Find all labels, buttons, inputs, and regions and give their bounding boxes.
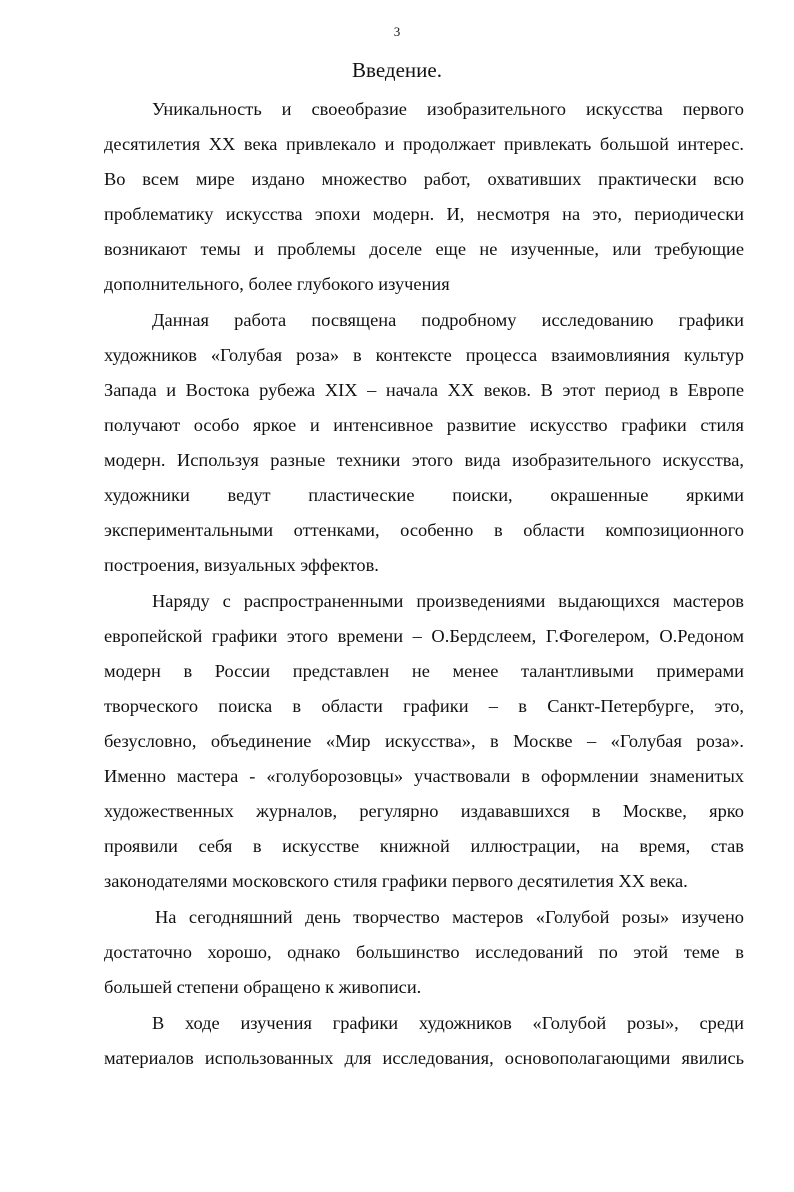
text-line: Наряду с распространенными произведениями выдающихся мастеров <box>152 591 744 611</box>
text-line: материалов использованных для исследования, основополагающими явились <box>104 1048 744 1068</box>
text-line: Именно мастера - «голуборозовцы» участвовали в оформлении знаменитых <box>104 766 744 786</box>
text-line: творческого поиска в области графики – в Санкт-Петербурге, это, <box>104 696 744 716</box>
page-number: 3 <box>393 24 401 39</box>
page-title: Введение. <box>352 58 442 82</box>
text-line: возникают темы и проблемы доселе еще не изученные, или требующие <box>104 239 744 259</box>
text-line: безусловно, объединение «Мир искусства», в Москве – «Голубая роза». <box>104 731 744 751</box>
text-line: художественных журналов, регулярно издававшихся в Москве, ярко <box>104 801 744 821</box>
text-line: европейской графики этого времени – О.Бердслеем, Г.Фогелером, О.Редоном <box>104 626 744 646</box>
text-line: Данная работа посвящена подробному исследованию графики <box>152 310 744 330</box>
text-line: Запада и Востока рубежа XIX – начала XX веков. В этот период в Европе <box>104 380 744 400</box>
text-line: построения, визуальных эффектов. <box>104 555 379 575</box>
text-line: проявили себя в искусстве книжной иллюстрации, на время, став <box>104 836 744 856</box>
text-line: модерн в России представлен не менее талантливыми примерами <box>104 661 744 681</box>
text-line: Уникальность и своеобразие изобразительного искусства первого <box>152 99 744 119</box>
text-line: художников «Голубая роза» в контексте процесса взаимовлияния культур <box>104 345 744 365</box>
text-line: проблематику искусства эпохи модерн. И, несмотря на это, периодически <box>104 204 744 224</box>
text-line: десятилетия XX века привлекало и продолжает привлекать большой интерес. <box>104 134 744 154</box>
text-line: На сегодняшний день творчество мастеров «Голубой розы» изучено <box>155 907 744 927</box>
text-line: законодателями московского стиля графики первого десятилетия XX века. <box>104 871 688 891</box>
text-line: достаточно хорошо, однако большинство исследований по этой теме в <box>104 942 744 962</box>
text-line: Во всем мире издано множество работ, охвативших практически всю <box>104 169 744 189</box>
text-line: художники ведут пластические поиски, окрашенные яркими <box>104 485 744 505</box>
text-line: большей степени обращено к живописи. <box>104 977 422 997</box>
text-line: получают особо яркое и интенсивное развитие искусство графики стиля <box>104 415 744 435</box>
text-line: дополнительного, более глубокого изучения <box>104 274 450 294</box>
text-line: модерн. Используя разные техники этого вида изобразительного искусства, <box>104 450 744 470</box>
text-line: В ходе изучения графики художников «Голубой розы», среди <box>152 1013 744 1033</box>
text-line: экспериментальными оттенками, особенно в области композиционного <box>104 520 744 540</box>
